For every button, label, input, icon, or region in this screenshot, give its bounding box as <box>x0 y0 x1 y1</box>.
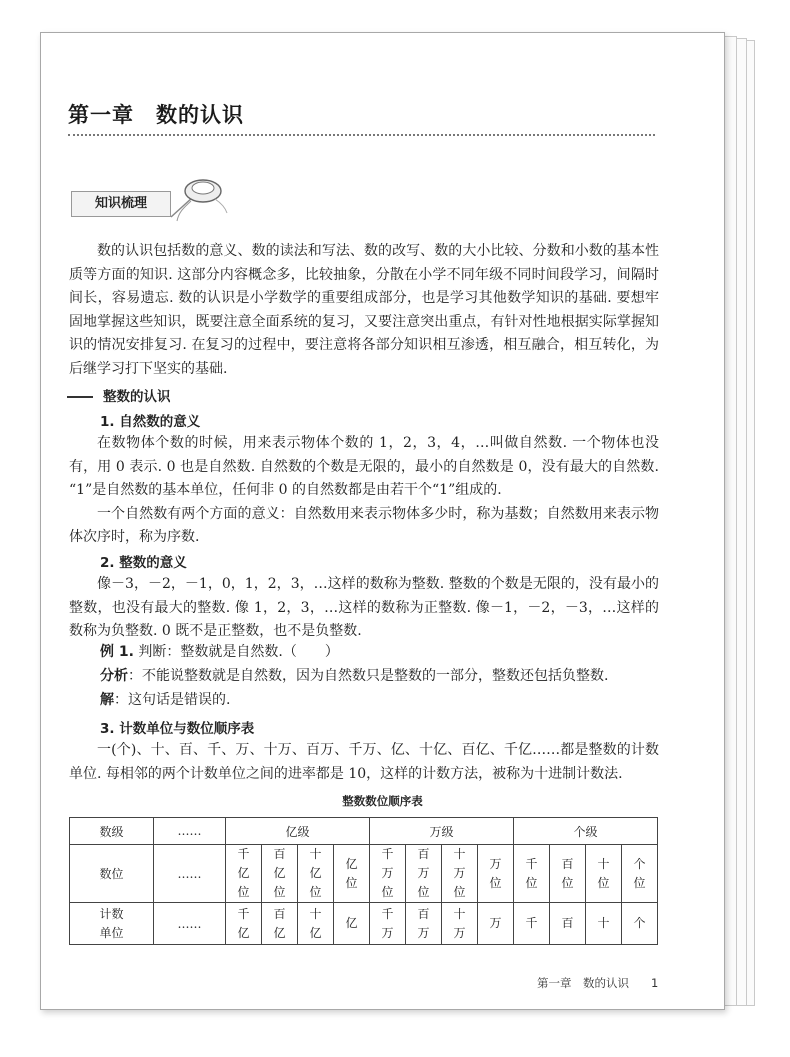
analysis-label: 分析 <box>100 668 128 684</box>
chapter-title: 第一章 数的认识 <box>68 103 244 127</box>
position-text: 百万位 <box>417 847 430 899</box>
part-heading <box>67 385 171 405</box>
unit-cell <box>298 903 334 945</box>
position-text: 千位 <box>525 856 538 890</box>
position-text: 十亿位 <box>309 847 322 899</box>
position-cell <box>622 845 658 903</box>
position-text: 十位 <box>597 856 610 890</box>
ellipsis-cell: …… <box>154 845 226 903</box>
table-caption: 整数数位顺序表 <box>342 794 423 808</box>
unit-cell <box>550 903 586 945</box>
intro-text: 数的认识包括数的意义、数的读法和写法、数的改写、数的大小比较、分数和小数的基本性质等方面的知识. 这部分内容概念多，比较抽象，分散在小学不同年级不同时间段学习，间隔时间长，容易遗忘. 数的认识是小学数学的重要组成部分，也是学习其他数学知识的基础. 要想牢固地掌握这些知识，既要注意全面系统的复习，又要注意突出重点，有针对性地根据实际掌握知识的情况安排复习. 在复习的过程中，要注意将各部分知识相互渗透，相互融合，相互转化，为后继学习打下坚实的基础. <box>69 243 659 377</box>
unit-cell <box>586 903 622 945</box>
position-text: 万位 <box>489 856 502 890</box>
unit-text: 十亿 <box>309 906 322 940</box>
unit-text: 个 <box>633 916 646 930</box>
unit-cell <box>514 903 550 945</box>
unit-cell <box>442 903 478 945</box>
footer-chapter: 第一章 数的认识 <box>537 976 629 990</box>
place-values-section <box>69 739 659 786</box>
part-heading-text: 整数的认识 <box>103 389 171 405</box>
row-label-position: 数位 <box>70 845 154 903</box>
row-label-unit-text: 计数单位 <box>99 906 124 940</box>
example-label: 例 1. <box>100 644 134 660</box>
intro-paragraph <box>69 240 659 381</box>
page-number: 1 <box>651 976 659 990</box>
example-text: 判断：整数就是自然数.（ ） <box>138 644 339 660</box>
position-cell <box>334 845 370 903</box>
unit-text: 百万 <box>417 906 430 940</box>
page-footer <box>537 975 658 991</box>
table-row-groups <box>70 818 658 845</box>
place-value-table <box>69 817 658 945</box>
position-cell <box>514 845 550 903</box>
unit-cell <box>262 903 298 945</box>
integers-section <box>69 573 659 644</box>
table-row-positions <box>70 845 658 903</box>
position-text: 百亿位 <box>273 847 286 899</box>
title-divider <box>68 134 655 136</box>
unit-cell <box>622 903 658 945</box>
section-label: 知识梳理 <box>71 191 171 217</box>
heading-dash <box>67 396 93 398</box>
position-text: 十万位 <box>453 847 466 899</box>
cardinal-ordinal-paragraph: 一个自然数有两个方面的意义：自然数用来表示物体多少时，称为基数；自然数用来表示物体次序时，称为序数. <box>69 505 659 545</box>
position-cell <box>550 845 586 903</box>
example-line <box>100 641 660 664</box>
group-wan: 万级 <box>370 818 514 845</box>
unit-text: 百亿 <box>273 906 286 940</box>
unit-cell <box>226 903 262 945</box>
analysis-text: ：不能说整数就是自然数，因为自然数只是整数的一部分，整数还包括负整数. <box>128 668 609 684</box>
answer-text: ：这句话是错误的. <box>114 692 231 708</box>
row-label-group: 数级 <box>70 818 154 845</box>
book-page <box>40 32 725 1010</box>
unit-text: 十 <box>597 916 610 930</box>
unit-text: 千亿 <box>237 906 250 940</box>
position-cell <box>586 845 622 903</box>
position-cell <box>370 845 406 903</box>
unit-text: 百 <box>561 916 574 930</box>
position-text: 千万位 <box>381 847 394 899</box>
position-text: 百位 <box>561 856 574 890</box>
row-label-unit <box>70 903 154 945</box>
unit-cell <box>370 903 406 945</box>
unit-text: 千万 <box>381 906 394 940</box>
answer-line <box>100 689 660 712</box>
unit-text: 万 <box>489 916 502 930</box>
subheading-place-values: 3. 计数单位与数位顺序表 <box>100 721 255 737</box>
ellipsis-cell: …… <box>154 818 226 845</box>
group-ge: 个级 <box>514 818 658 845</box>
place-values-paragraph: 一(个)、十、百、千、万、十万、百万、千万、亿、十亿、百亿、千亿……都是整数的计数单位. 每相邻的两个计数单位之间的进率都是 10，这样的计数方法，被称为十进制计数法. <box>69 742 659 782</box>
subheading-integers: 2. 整数的意义 <box>100 555 187 571</box>
unit-text: 千 <box>525 916 538 930</box>
unit-text: 亿 <box>345 916 358 930</box>
analysis-line <box>100 665 660 688</box>
ellipsis-cell: …… <box>154 903 226 945</box>
subheading-natural-numbers: 1. 自然数的意义 <box>100 414 201 430</box>
group-yi: 亿级 <box>226 818 370 845</box>
position-cell <box>298 845 334 903</box>
position-cell <box>442 845 478 903</box>
position-text: 亿位 <box>345 856 358 890</box>
natural-numbers-paragraph: 在数物体个数的时候，用来表示物体个数的 1，2，3，4，…叫做自然数. 一个物体也没有，用 0 表示. 0 也是自然数. 自然数的个数是无限的，最小的自然数是 0，没有最大的自然数. “1”是自然数的基本单位，任何非 0 的自然数都是由若干个“1”组成的. <box>69 435 659 498</box>
position-text: 千亿位 <box>237 847 250 899</box>
unit-cell <box>406 903 442 945</box>
unit-text: 十万 <box>453 906 466 940</box>
integers-paragraph: 像－3，－2，－1，0，1，2，3，…这样的数称为整数. 整数的个数是无限的，没有最小的整数，也没有最大的整数. 像 1，2，3，…这样的数称为正整数. 像－1，－2，－3，…这样的数称为负整数. 0 既不是正整数，也不是负整数. <box>69 576 659 639</box>
natural-numbers-section <box>69 432 659 550</box>
unit-cell <box>334 903 370 945</box>
position-cell <box>478 845 514 903</box>
answer-label: 解 <box>100 692 114 708</box>
table-row-units <box>70 903 658 945</box>
position-cell <box>262 845 298 903</box>
unit-cell <box>478 903 514 945</box>
position-text: 个位 <box>633 856 646 890</box>
pushpin-icon <box>163 173 235 225</box>
position-cell <box>226 845 262 903</box>
position-cell <box>406 845 442 903</box>
